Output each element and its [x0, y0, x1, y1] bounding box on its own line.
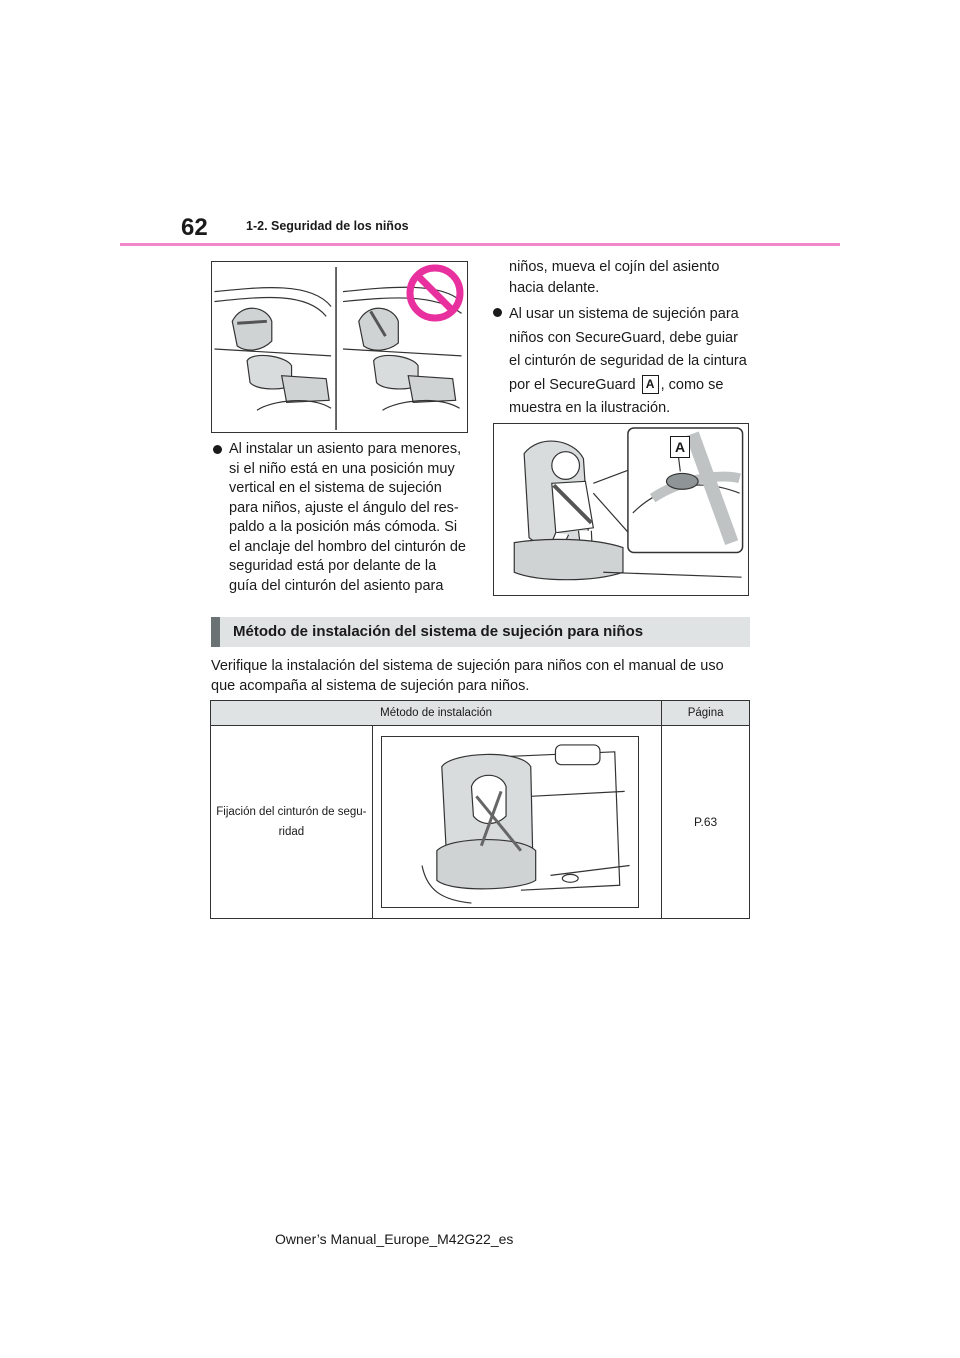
section-title: 1-2. Seguridad de los niños [246, 219, 409, 233]
figure-secureguard [493, 423, 749, 596]
prohibition-icon [406, 264, 464, 322]
intro-paragraph: Verifique la instalación del sistema de sujeción para niños con el manual de uso que acompaña al sistema de sujeción para niños. [211, 658, 724, 694]
bullet-dot [213, 445, 222, 454]
installation-table [210, 700, 750, 919]
footer-manual-id: Owner’s Manual_Europe_M42G22_es [275, 1231, 514, 1247]
method-line1: Fijación del cinturón de segu- [216, 806, 367, 818]
header-rule [120, 243, 840, 246]
bullet-item-secureguard [493, 303, 753, 421]
page-cell: P.63 [662, 726, 750, 919]
illustration-cell [372, 726, 662, 919]
seatbelt-fixation-illustration [382, 737, 638, 907]
header-page: Página [662, 701, 750, 726]
header-method: Método de instalación [211, 701, 662, 726]
callout-badge-a: A [642, 375, 659, 394]
bullet-text-part2: , como se muestra en la ilustración. [509, 376, 724, 416]
bullet-dot [493, 308, 502, 317]
continuation-text [509, 257, 754, 299]
method-line2: ridad [278, 826, 305, 838]
table-header-row [211, 701, 750, 726]
secureguard-illustration [494, 424, 748, 595]
section-heading-bar [211, 617, 750, 647]
method-cell [211, 726, 373, 919]
bullet-text: Al instalar un asiento para menores, si el niño está en una posición muy vertical en el sistema de sujeción para niños, ajuste el ángulo del res-paldo a la posición más cómoda. Si el anclaje del hombro del cinturón de seguridad está por delante de la guía del cinturón del asiento para [229, 441, 466, 594]
figure-seatbelt-fixation [381, 736, 639, 908]
bullet-content [493, 303, 753, 421]
continuation-paragraph: niños, mueva el cojín del asiento hacia delante. [509, 259, 720, 296]
bullet-item-seat-angle [213, 440, 468, 596]
table-row [211, 726, 750, 919]
page-number: 62 [181, 214, 208, 241]
section-heading: Método de instalación del sistema de sujeción para niños [233, 623, 644, 640]
figure-callout-a: A [670, 436, 690, 458]
bullet-text-part1: Al usar un sistema de sujeción para niños con SecureGuard, debe guiar el cinturón de seguridad de la cintura por el SecureGuard [509, 306, 747, 393]
